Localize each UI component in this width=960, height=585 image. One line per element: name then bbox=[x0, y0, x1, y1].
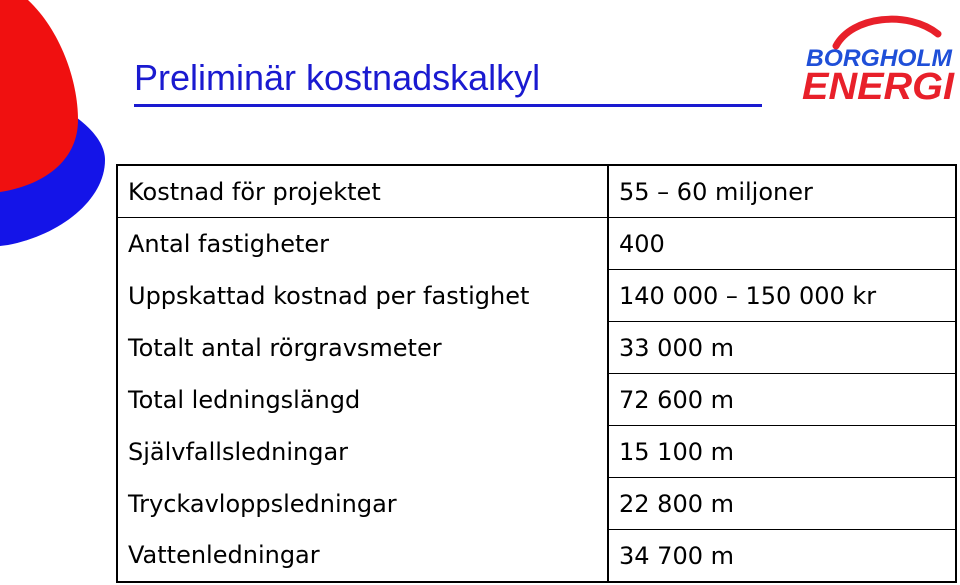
row-value: 22 800 m bbox=[608, 478, 956, 530]
logo-line1: BORGHOLM bbox=[806, 45, 954, 72]
row-value: 400 bbox=[608, 218, 956, 270]
cost-table bbox=[116, 164, 957, 583]
borgholm-energi-logo bbox=[800, 8, 958, 102]
row-label: Vattenledningar bbox=[117, 530, 608, 583]
row-value: 72 600 m bbox=[608, 374, 956, 426]
row-value: 15 100 m bbox=[608, 426, 956, 478]
row-value: 140 000 – 150 000 kr bbox=[608, 270, 956, 322]
row-label: Tryckavloppsledningar bbox=[117, 478, 608, 530]
title-underline bbox=[134, 104, 762, 107]
row-value: 33 000 m bbox=[608, 322, 956, 374]
corner-decoration bbox=[0, 0, 110, 250]
row-label: Kostnad för projektet bbox=[117, 165, 608, 218]
row-label: Total ledningslängd bbox=[117, 374, 608, 426]
table-row bbox=[117, 374, 956, 426]
table-row bbox=[117, 426, 956, 478]
table-row bbox=[117, 530, 956, 583]
row-value: 55 – 60 miljoner bbox=[608, 165, 956, 218]
row-label: Uppskattad kostnad per fastighet bbox=[117, 270, 608, 322]
table-row bbox=[117, 165, 956, 218]
row-label: Totalt antal rörgravsmeter bbox=[117, 322, 608, 374]
row-value: 34 700 m bbox=[619, 541, 734, 570]
table-row bbox=[117, 478, 956, 530]
table-row bbox=[117, 270, 956, 322]
row-label: Antal fastigheter bbox=[117, 218, 608, 270]
table-row bbox=[117, 322, 956, 374]
page-title: Preliminär kostnadskalkyl bbox=[134, 57, 541, 98]
logo-arc bbox=[836, 19, 938, 46]
row-label: Självfallsledningar bbox=[117, 426, 608, 478]
logo-line2: ENERGI bbox=[802, 66, 956, 102]
table-row bbox=[117, 218, 956, 270]
